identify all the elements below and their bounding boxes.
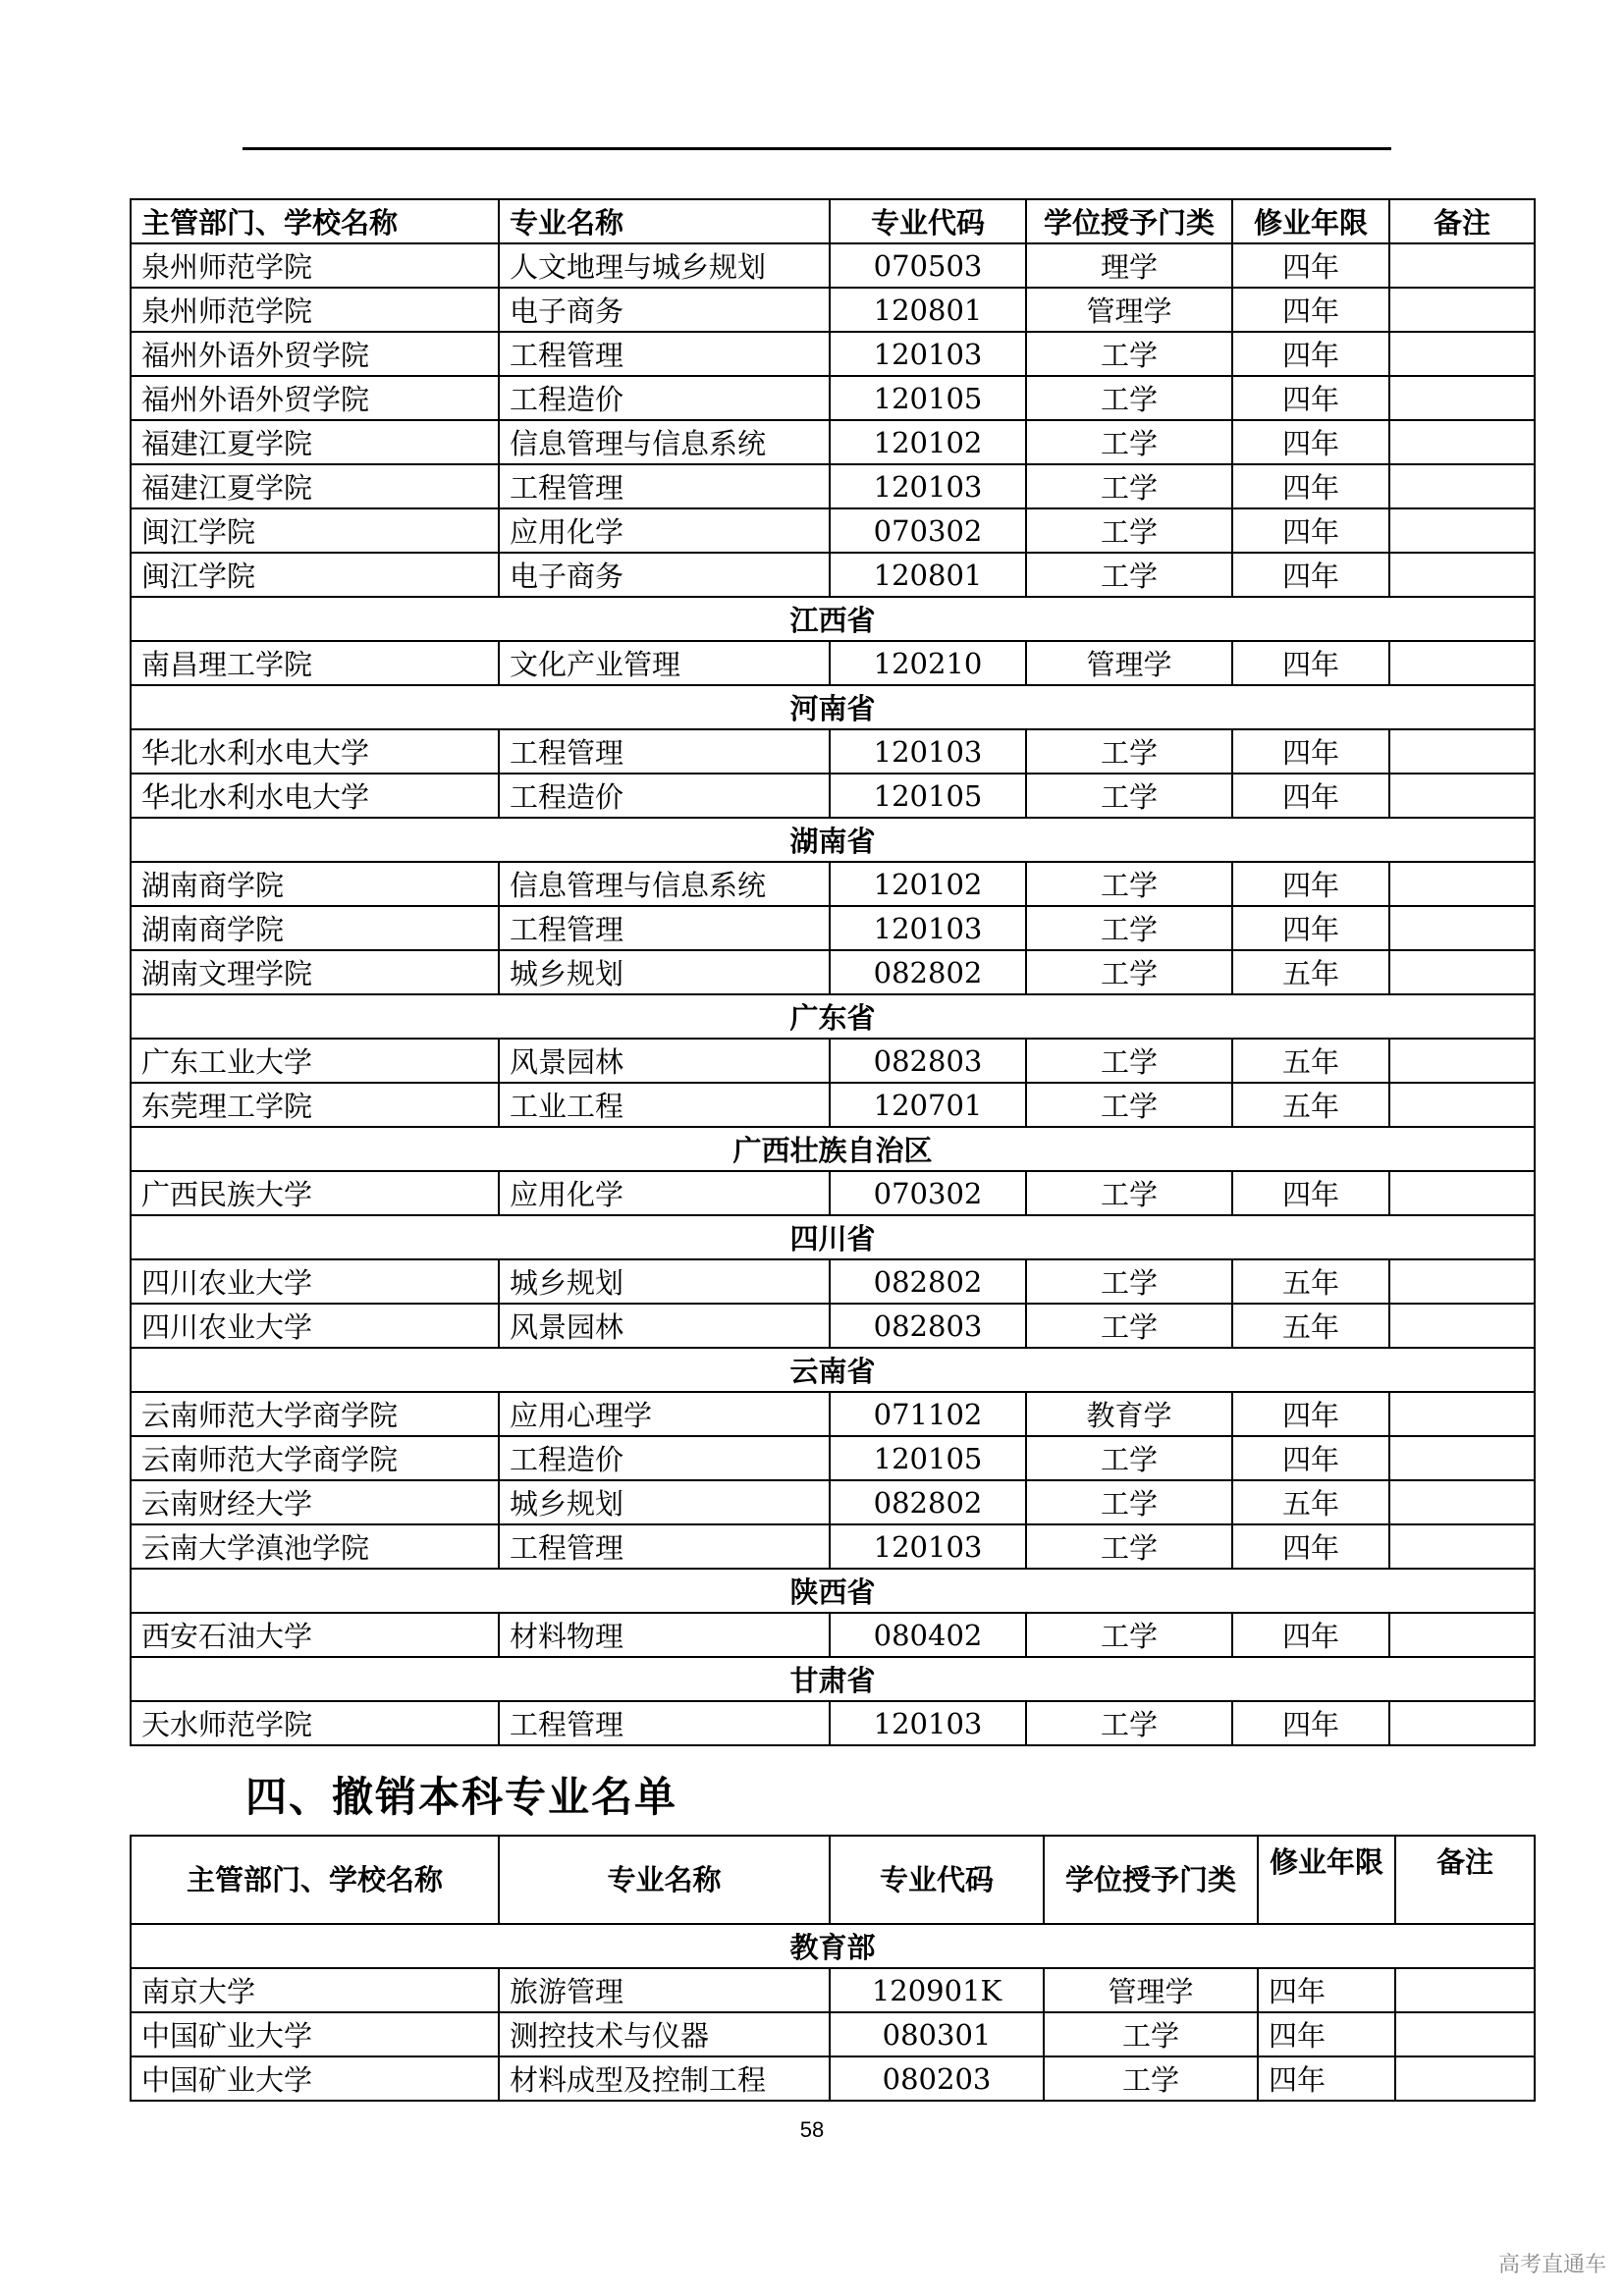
cell-degree: 工学	[1026, 729, 1232, 774]
province-row	[131, 1348, 1535, 1392]
cell-code: 120103	[830, 906, 1026, 950]
cell-years: 四年	[1232, 1171, 1389, 1215]
province-row	[131, 1569, 1535, 1613]
cell-major: 材料成型及控制工程	[499, 2056, 830, 2101]
cell-years: 四年	[1232, 464, 1389, 508]
column-header: 修业年限	[1232, 199, 1389, 243]
cell-note	[1389, 950, 1535, 994]
cell-school: 泉州师范学院	[131, 243, 499, 288]
cell-school: 四川农业大学	[131, 1304, 499, 1348]
cell-code: 120103	[830, 729, 1026, 774]
cell-code: 082802	[830, 1480, 1026, 1524]
cell-note	[1389, 332, 1535, 376]
cell-years: 四年	[1232, 332, 1389, 376]
cell-degree: 管理学	[1026, 641, 1232, 685]
cell-note	[1395, 2012, 1535, 2056]
table-row	[131, 729, 1535, 774]
cell-school: 华北水利水电大学	[131, 774, 499, 818]
table-row	[131, 1304, 1535, 1348]
cell-note	[1389, 906, 1535, 950]
table-row	[131, 1968, 1535, 2012]
province-row	[131, 1924, 1535, 1968]
cell-note	[1389, 862, 1535, 906]
cell-years: 五年	[1232, 1083, 1389, 1127]
cell-years: 四年	[1232, 906, 1389, 950]
cell-years: 四年	[1232, 1392, 1389, 1436]
cell-years: 四年	[1258, 1968, 1395, 2012]
cell-major: 城乡规划	[499, 1259, 830, 1304]
table-row	[131, 2012, 1535, 2056]
cell-school: 南京大学	[131, 1968, 499, 2012]
cell-code: 082803	[830, 1039, 1026, 1083]
cell-school: 福建江夏学院	[131, 420, 499, 464]
province-label: 四川省	[131, 1215, 1535, 1259]
province-row	[131, 1127, 1535, 1171]
cell-years: 四年	[1232, 1613, 1389, 1657]
province-label: 河南省	[131, 685, 1535, 729]
cell-degree: 工学	[1026, 464, 1232, 508]
cell-note	[1389, 1039, 1535, 1083]
cell-school: 中国矿业大学	[131, 2012, 499, 2056]
cell-degree: 工学	[1026, 420, 1232, 464]
cell-major: 工程造价	[499, 1436, 830, 1480]
cell-degree: 教育学	[1026, 1392, 1232, 1436]
cell-major: 工程管理	[499, 1524, 830, 1569]
table-row	[131, 1436, 1535, 1480]
cell-degree: 工学	[1026, 1436, 1232, 1480]
cell-school: 福州外语外贸学院	[131, 376, 499, 420]
cell-school: 四川农业大学	[131, 1259, 499, 1304]
cell-school: 闽江学院	[131, 553, 499, 597]
cell-school: 云南财经大学	[131, 1480, 499, 1524]
table-row	[131, 1524, 1535, 1569]
cell-degree: 工学	[1044, 2012, 1258, 2056]
cell-major: 风景园林	[499, 1039, 830, 1083]
cell-school: 西安石油大学	[131, 1613, 499, 1657]
province-label: 陕西省	[131, 1569, 1535, 1613]
cell-degree: 工学	[1026, 332, 1232, 376]
cell-note	[1389, 1392, 1535, 1436]
page-number: 58	[799, 2117, 825, 2142]
province-label: 广西壮族自治区	[131, 1127, 1535, 1171]
cell-school: 南昌理工学院	[131, 641, 499, 685]
column-header: 学位授予门类	[1044, 1836, 1258, 1924]
cell-school: 天水师范学院	[131, 1701, 499, 1745]
column-header: 专业名称	[499, 199, 830, 243]
cell-code: 080402	[830, 1613, 1026, 1657]
table-row	[131, 906, 1535, 950]
cell-note	[1389, 774, 1535, 818]
column-header: 专业代码	[830, 199, 1026, 243]
cell-major: 工程造价	[499, 774, 830, 818]
cell-major: 信息管理与信息系统	[499, 862, 830, 906]
cell-note	[1389, 1259, 1535, 1304]
cell-years: 四年	[1232, 1524, 1389, 1569]
column-header: 修业年限	[1258, 1836, 1395, 1924]
cell-school: 广西民族大学	[131, 1171, 499, 1215]
cell-school: 广东工业大学	[131, 1039, 499, 1083]
cell-degree: 工学	[1026, 553, 1232, 597]
cell-code: 070503	[830, 243, 1026, 288]
table-row	[131, 641, 1535, 685]
cell-degree: 工学	[1026, 1171, 1232, 1215]
cell-note	[1389, 288, 1535, 332]
cell-code: 120701	[830, 1083, 1026, 1127]
cell-degree: 工学	[1044, 2056, 1258, 2101]
cell-code: 120102	[830, 420, 1026, 464]
cell-code: 080301	[830, 2012, 1044, 2056]
table-row	[131, 464, 1535, 508]
cell-degree: 工学	[1026, 508, 1232, 553]
cell-years: 四年	[1232, 729, 1389, 774]
province-row	[131, 1215, 1535, 1259]
province-row	[131, 1657, 1535, 1701]
cell-degree: 工学	[1026, 1259, 1232, 1304]
cell-school: 东莞理工学院	[131, 1083, 499, 1127]
province-row	[131, 818, 1535, 862]
cell-major: 人文地理与城乡规划	[499, 243, 830, 288]
cell-years: 五年	[1232, 1480, 1389, 1524]
cell-code: 120901K	[830, 1968, 1044, 2012]
table-row	[131, 1171, 1535, 1215]
cell-note	[1389, 376, 1535, 420]
cell-note	[1389, 1480, 1535, 1524]
table-row	[131, 1701, 1535, 1745]
cell-school: 湖南商学院	[131, 862, 499, 906]
cell-degree: 工学	[1026, 774, 1232, 818]
cell-major: 风景园林	[499, 1304, 830, 1348]
cell-major: 工程管理	[499, 464, 830, 508]
cell-major: 材料物理	[499, 1613, 830, 1657]
province-row	[131, 597, 1535, 641]
cell-degree: 理学	[1026, 243, 1232, 288]
table-row	[131, 1480, 1535, 1524]
cell-note	[1389, 553, 1535, 597]
cell-code: 070302	[830, 508, 1026, 553]
cell-years: 四年	[1232, 376, 1389, 420]
cell-code: 120801	[830, 553, 1026, 597]
cell-school: 华北水利水电大学	[131, 729, 499, 774]
table-row	[131, 2056, 1535, 2101]
table-row	[131, 288, 1535, 332]
cell-note	[1389, 1436, 1535, 1480]
new-majors-table	[130, 198, 1536, 1746]
cell-code: 120105	[830, 376, 1026, 420]
province-label: 甘肃省	[131, 1657, 1535, 1701]
cell-years: 四年	[1232, 508, 1389, 553]
cell-note	[1389, 464, 1535, 508]
cell-code: 071102	[830, 1392, 1026, 1436]
cell-note	[1389, 1083, 1535, 1127]
cell-code: 080203	[830, 2056, 1044, 2101]
cell-note	[1389, 420, 1535, 464]
cell-school: 云南大学滇池学院	[131, 1524, 499, 1569]
cell-note	[1389, 641, 1535, 685]
cell-degree: 工学	[1026, 862, 1232, 906]
cell-degree: 管理学	[1044, 1968, 1258, 2012]
cell-school: 中国矿业大学	[131, 2056, 499, 2101]
cell-years: 四年	[1232, 553, 1389, 597]
cell-years: 五年	[1232, 1259, 1389, 1304]
cell-major: 电子商务	[499, 288, 830, 332]
cell-degree: 工学	[1026, 376, 1232, 420]
cell-note	[1389, 508, 1535, 553]
cell-note	[1389, 1304, 1535, 1348]
cell-school: 湖南商学院	[131, 906, 499, 950]
province-label: 湖南省	[131, 818, 1535, 862]
cell-code: 082802	[830, 950, 1026, 994]
table-row	[131, 420, 1535, 464]
cell-note	[1389, 243, 1535, 288]
cell-major: 工程管理	[499, 332, 830, 376]
cell-major: 城乡规划	[499, 1480, 830, 1524]
column-header: 主管部门、学校名称	[131, 1836, 499, 1924]
cell-note	[1389, 1171, 1535, 1215]
cell-major: 城乡规划	[499, 950, 830, 994]
cell-code: 120103	[830, 1524, 1026, 1569]
revoked-majors-table	[130, 1835, 1536, 2102]
cell-code: 120102	[830, 862, 1026, 906]
column-header: 备注	[1395, 1836, 1535, 1924]
cell-note	[1395, 2056, 1535, 2101]
cell-note	[1389, 1524, 1535, 1569]
cell-major: 工程造价	[499, 376, 830, 420]
column-header: 专业代码	[830, 1836, 1044, 1924]
watermark: 高考直通车	[1497, 2253, 1606, 2277]
province-label: 教育部	[131, 1924, 1535, 1968]
cell-years: 四年	[1232, 862, 1389, 906]
cell-degree: 工学	[1026, 1613, 1232, 1657]
cell-years: 四年	[1232, 774, 1389, 818]
table-row	[131, 1039, 1535, 1083]
cell-school: 泉州师范学院	[131, 288, 499, 332]
province-label: 云南省	[131, 1348, 1535, 1392]
table-row	[131, 862, 1535, 906]
column-header: 备注	[1389, 199, 1535, 243]
province-row	[131, 685, 1535, 729]
cell-degree: 工学	[1026, 950, 1232, 994]
table-row	[131, 1083, 1535, 1127]
cell-major: 应用心理学	[499, 1392, 830, 1436]
cell-years: 五年	[1232, 1039, 1389, 1083]
cell-school: 湖南文理学院	[131, 950, 499, 994]
cell-code: 120105	[830, 1436, 1026, 1480]
cell-major: 工程管理	[499, 906, 830, 950]
cell-school: 福州外语外贸学院	[131, 332, 499, 376]
cell-school: 福建江夏学院	[131, 464, 499, 508]
table-row	[131, 1613, 1535, 1657]
cell-degree: 工学	[1026, 1480, 1232, 1524]
cell-degree: 工学	[1026, 1039, 1232, 1083]
cell-note	[1395, 1968, 1535, 2012]
cell-code: 120801	[830, 288, 1026, 332]
province-label: 江西省	[131, 597, 1535, 641]
cell-major: 信息管理与信息系统	[499, 420, 830, 464]
cell-degree: 工学	[1026, 906, 1232, 950]
cell-note	[1389, 1701, 1535, 1745]
cell-degree: 工学	[1026, 1304, 1232, 1348]
cell-years: 四年	[1232, 1701, 1389, 1745]
table-row	[131, 950, 1535, 994]
column-header: 专业名称	[499, 1836, 830, 1924]
cell-major: 应用化学	[499, 508, 830, 553]
header-rule	[243, 147, 1391, 150]
cell-major: 测控技术与仪器	[499, 2012, 830, 2056]
column-header: 学位授予门类	[1026, 199, 1232, 243]
cell-major: 旅游管理	[499, 1968, 830, 2012]
cell-major: 工业工程	[499, 1083, 830, 1127]
cell-years: 五年	[1232, 1304, 1389, 1348]
province-label: 广东省	[131, 994, 1535, 1039]
cell-code: 120103	[830, 1701, 1026, 1745]
cell-years: 五年	[1232, 950, 1389, 994]
cell-years: 四年	[1258, 2056, 1395, 2101]
cell-degree: 工学	[1026, 1524, 1232, 1569]
cell-major: 文化产业管理	[499, 641, 830, 685]
cell-years: 四年	[1232, 641, 1389, 685]
table-row	[131, 332, 1535, 376]
cell-note	[1389, 729, 1535, 774]
cell-code: 120105	[830, 774, 1026, 818]
cell-degree: 管理学	[1026, 288, 1232, 332]
cell-code: 120103	[830, 464, 1026, 508]
cell-years: 四年	[1258, 2012, 1395, 2056]
cell-school: 云南师范大学商学院	[131, 1392, 499, 1436]
table-row	[131, 774, 1535, 818]
section-heading: 四、撤销本科专业名单	[245, 1773, 678, 1821]
cell-note	[1389, 1613, 1535, 1657]
table-row	[131, 553, 1535, 597]
cell-code: 120210	[830, 641, 1026, 685]
header-row	[131, 199, 1535, 243]
province-row	[131, 994, 1535, 1039]
table-row	[131, 1392, 1535, 1436]
cell-school: 闽江学院	[131, 508, 499, 553]
cell-code: 082802	[830, 1259, 1026, 1304]
cell-major: 应用化学	[499, 1171, 830, 1215]
cell-major: 工程管理	[499, 1701, 830, 1745]
cell-years: 四年	[1232, 243, 1389, 288]
header-row	[131, 1836, 1535, 1924]
cell-code: 120103	[830, 332, 1026, 376]
table-row	[131, 243, 1535, 288]
table-row	[131, 508, 1535, 553]
table-row	[131, 376, 1535, 420]
cell-years: 四年	[1232, 1436, 1389, 1480]
cell-years: 四年	[1232, 420, 1389, 464]
cell-major: 工程管理	[499, 729, 830, 774]
cell-major: 电子商务	[499, 553, 830, 597]
column-header: 主管部门、学校名称	[131, 199, 499, 243]
cell-degree: 工学	[1026, 1701, 1232, 1745]
cell-degree: 工学	[1026, 1083, 1232, 1127]
cell-school: 云南师范大学商学院	[131, 1436, 499, 1480]
table-row	[131, 1259, 1535, 1304]
cell-years: 四年	[1232, 288, 1389, 332]
cell-code: 082803	[830, 1304, 1026, 1348]
cell-code: 070302	[830, 1171, 1026, 1215]
